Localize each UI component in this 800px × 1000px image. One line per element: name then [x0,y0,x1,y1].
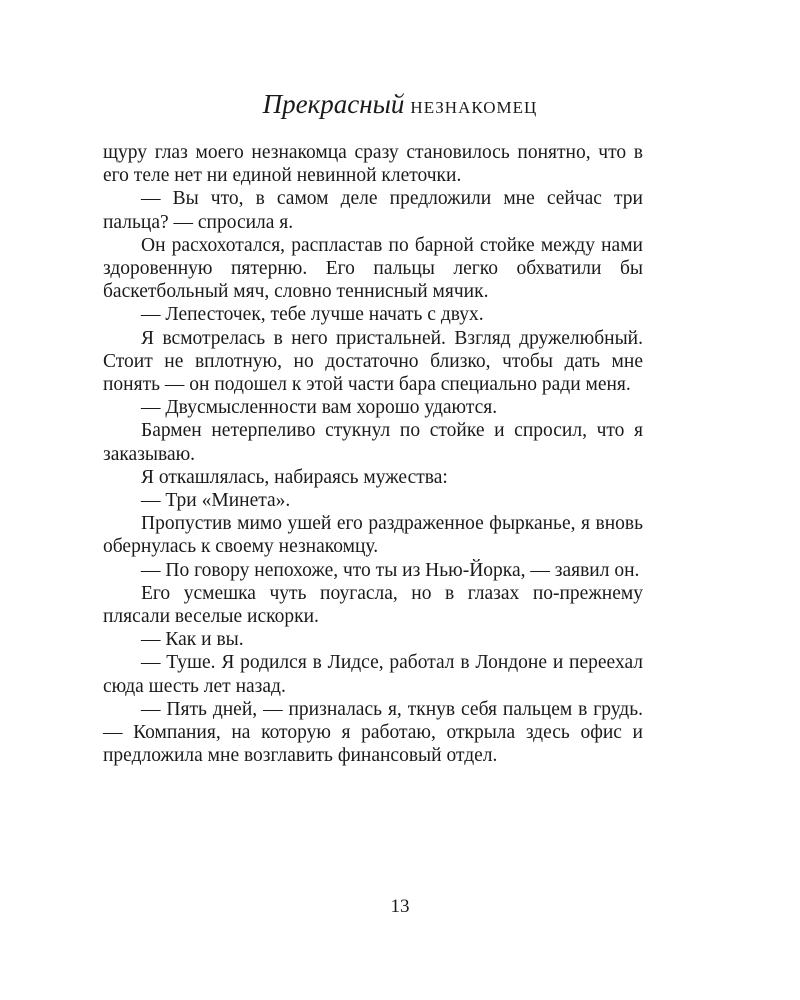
running-head [0,88,800,124]
paragraph: — По говору непохоже, что ты из Нью-Йорка, — заявил он. [141,559,640,581]
paragraph: — Двусмысленности вам хорошо удаются. [141,397,498,419]
paragraph: Я откашлялась, набираясь мужества: [141,466,448,488]
paragraph: — Пять дней, — призналась я, ткнув себя пальцем в грудь. — Компания, на которую я работаю, открыла здесь офис и предложила мне возглавить финансовый отдел. [103,698,643,767]
running-head-title-caps: НЕЗНАКОМЕЦ [410,98,538,117]
paragraph: Пропустив мимо ушей его раздраженное фырканье, я вновь обернулась к своему незнакомцу. [103,513,643,558]
running-head-title-script: Прекрасный [262,89,405,119]
body-text [103,141,643,767]
paragraph: Его усмешка чуть поугасла, но в глазах по-прежнему плясали веселые искорки. [103,582,643,628]
paragraph: — Как и вы. [141,629,244,651]
paragraph: — Вы что, в самом деле предложили мне сейчас три пальца? — спросила я. [103,188,643,233]
paragraph: — Три «Минета». [141,490,291,512]
paragraph: Он расхохотался, распластав по барной стойке между нами здоровенную пятерню. Его пальцы легко обхватили бы баскетбольный мяч, словно теннисный мячик. [103,234,643,303]
paragraph: Бармен нетерпеливо стукнул по стойке и спросил, что я заказываю. [103,420,643,465]
page-number: 13 [390,896,410,917]
paragraph: щуру глаз моего незнакомца сразу становилось понятно, что в его теле нет ни единой невинной клеточки. [103,142,643,187]
paragraph: — Лепесточек, тебе лучше начать с двух. [141,304,484,326]
paragraph: — Туше. Я родился в Лидсе, работал в Лондоне и переехал сюда шесть лет назад. [103,652,643,697]
paragraph: Я всмотрелась в него пристальней. Взгляд дружелюбный. Стоит не вплотную, но достаточно близко, чтобы дать мне понять — он подошел к этой части бара специально ради меня. [103,327,643,396]
